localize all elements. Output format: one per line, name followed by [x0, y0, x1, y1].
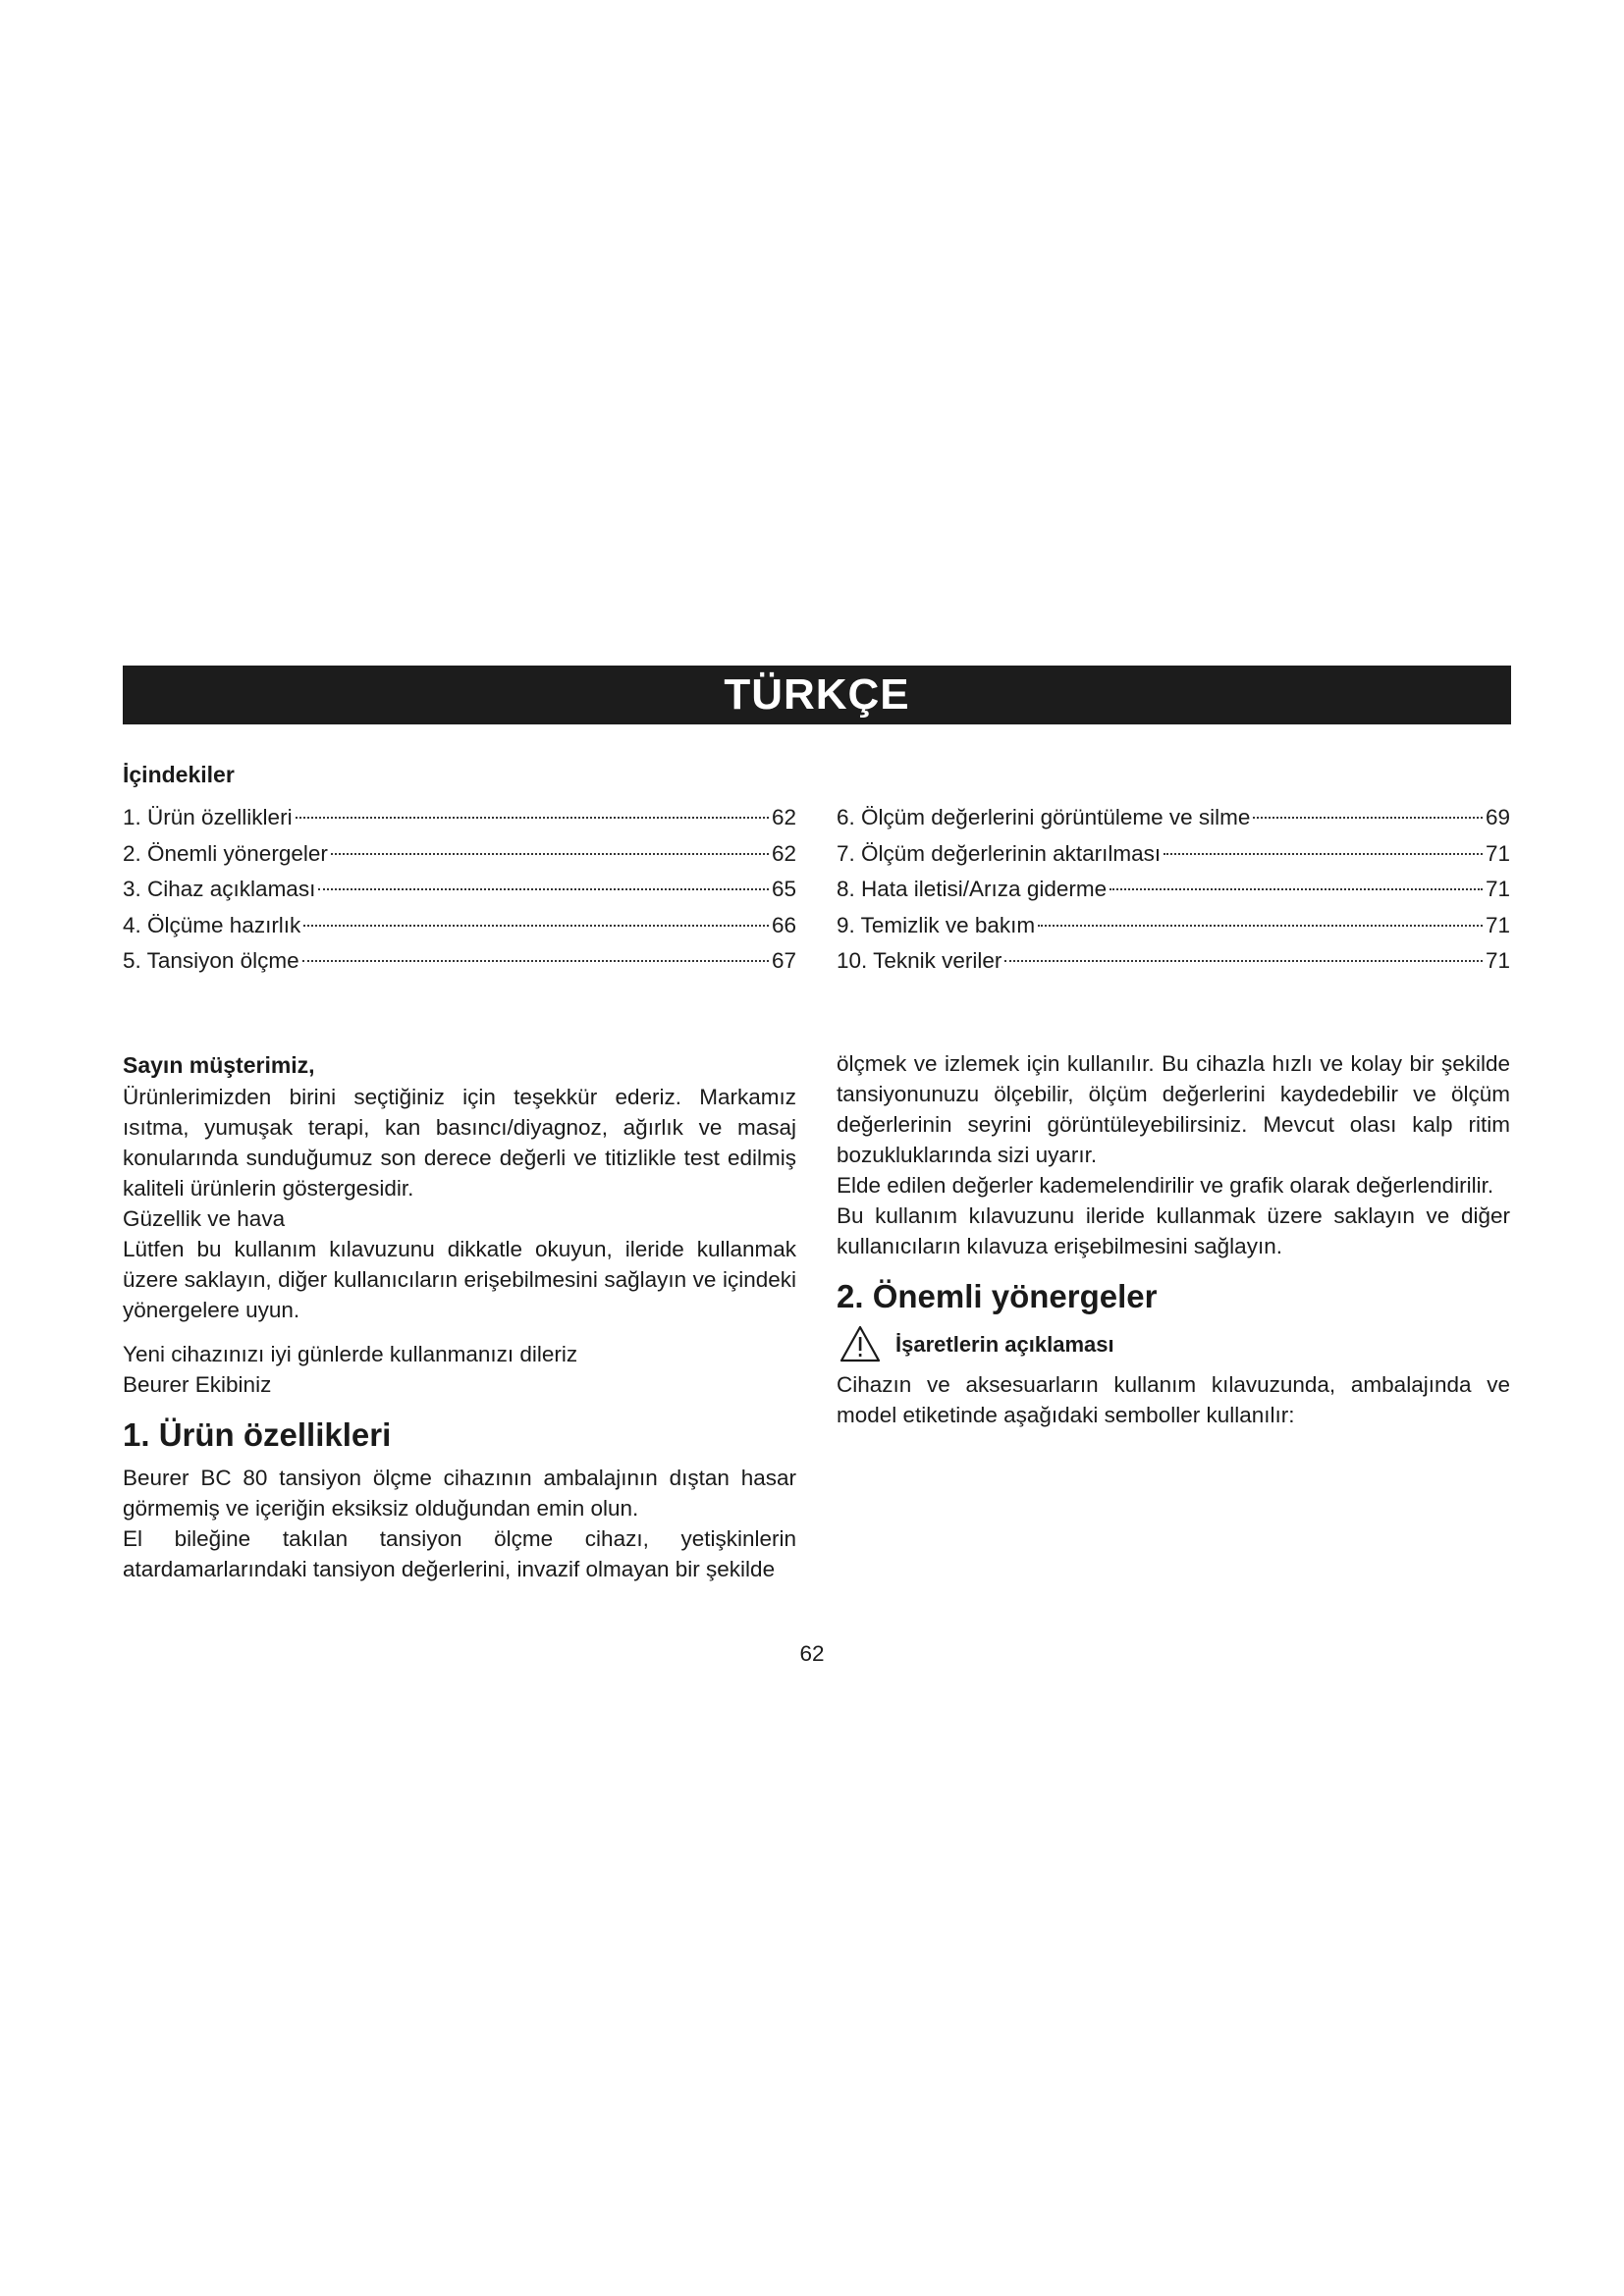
toc-entry[interactable]	[123, 836, 796, 873]
section-paragraph: El bileğine takılan tansiyon ölçme cihazı, yetişkinlerin atardamarlarındaki tansiyon değerlerini, invazif olmayan bir şekilde	[123, 1526, 796, 1581]
toc-entry-label: 7. Ölçüm değerlerinin aktarılması	[837, 840, 1162, 866]
section-paragraph: Beurer BC 80 tansiyon ölçme cihazının ambalajının dıştan hasar görmemiş ve içeriğin eksiksiz olduğundan emin olun.	[123, 1466, 796, 1521]
toc-left-column	[123, 800, 796, 980]
toc-leader-dots	[1004, 960, 1483, 962]
toc-entry-label: 8. Hata iletisi/Arıza giderme	[837, 877, 1108, 901]
toc-leader-dots	[318, 888, 769, 890]
toc-entry-label: 5. Tansiyon ölçme	[123, 948, 299, 973]
toc-entry[interactable]	[123, 800, 796, 836]
toc-leader-dots	[302, 960, 769, 962]
toc-entry-label: 10. Teknik veriler	[837, 948, 1002, 973]
toc-leader-dots	[1164, 853, 1483, 855]
intro-wish: Yeni cihazınızı iyi günlerde kullanmanızı dileriz	[123, 1342, 578, 1366]
language-banner: TÜRKÇE	[123, 666, 1511, 724]
intro-line: Güzellik ve hava	[123, 1206, 286, 1231]
toc-leader-dots	[1110, 888, 1483, 890]
toc-leader-dots	[1253, 817, 1483, 819]
toc-entry-label: 3. Cihaz açıklaması	[123, 877, 316, 901]
toc-entry[interactable]	[123, 872, 796, 908]
toc-heading: İçindekiler	[123, 762, 235, 787]
toc-entry[interactable]	[837, 872, 1510, 908]
subheading-row	[839, 1324, 1510, 1363]
section-heading-important-notes: 2. Önemli yönergeler	[837, 1278, 1158, 1314]
section-paragraph-continued: ölçmek ve izlemek için kullanılır. Bu cihazla hızlı ve kolay bir şekilde tansiyonunuzu ölçebilir, ölçüm değerlerini kaydedebilir ve ölçüm değerlerinin seyrini görüntüleyebilirsiniz. Mevcut olası kalp ritim bozukluklarında sizi uyarır.	[837, 1051, 1510, 1167]
toc-leader-dots	[303, 925, 769, 927]
toc-entry-page: 69	[1485, 805, 1510, 829]
toc-entry-label: 2. Önemli yönergeler	[123, 840, 328, 866]
toc-entry[interactable]	[837, 800, 1510, 836]
intro-paragraph: Lütfen bu kullanım kılavuzunu dikkatle okuyun, ileride kullanmak üzere saklayın, diğer kullanıcıların erişebilmesini sağlayın ve içindeki yönergelere uyun.	[123, 1237, 796, 1322]
toc-right-column	[837, 800, 1510, 980]
toc-entry-page: 71	[1485, 877, 1510, 901]
toc-entry-page: 66	[771, 912, 796, 937]
toc-leader-dots	[1038, 925, 1483, 927]
section-paragraph: Cihazın ve aksesuarların kullanım kılavuzunda, ambalajında ve model etiketinde aşağıdaki semboller kullanılır:	[837, 1372, 1510, 1427]
toc-entry[interactable]	[837, 908, 1510, 944]
warning-triangle-icon	[839, 1324, 882, 1363]
subheading-symbols: İşaretlerin açıklaması	[895, 1331, 1114, 1357]
section-paragraph: Elde edilen değerler kademelendirilir ve grafik olarak değerlendirilir.	[837, 1173, 1494, 1198]
toc-leader-dots	[296, 817, 769, 819]
toc-entry-page: 62	[771, 840, 796, 866]
toc-entry-page: 71	[1485, 948, 1510, 973]
intro-signature: Beurer Ekibiniz	[123, 1372, 272, 1397]
toc-entry[interactable]	[123, 943, 796, 980]
page-number: 62	[799, 1641, 825, 1666]
toc-leader-dots	[331, 853, 769, 855]
toc-entry[interactable]	[837, 836, 1510, 873]
section-heading-product-features: 1. Ürün özellikleri	[123, 1416, 392, 1453]
body-right-column-content	[837, 1048, 1510, 1430]
intro-paragraph: Ürünlerimizden birini seçtiğiniz için teşekkür ederiz. Markamız ısıtma, yumuşak terapi, kan basıncı/diyagnoz, ağırlık ve masaj konularında sunduğumuz son derece değerli ve titizlikle test edilmiş kaliteli ürünlerin göstergesidir.	[123, 1085, 796, 1201]
toc-entry-page: 71	[1485, 912, 1510, 937]
toc-entry-label: 1. Ürün özellikleri	[123, 805, 293, 829]
toc-entry-page: 71	[1485, 840, 1510, 866]
toc-entry-label: 9. Temizlik ve bakım	[837, 912, 1036, 937]
toc-entry-label: 4. Ölçüme hazırlık	[123, 912, 301, 937]
greeting: Sayın müşterimiz,	[123, 1052, 315, 1078]
toc-entry[interactable]	[837, 943, 1510, 980]
toc-entry[interactable]	[123, 908, 796, 944]
toc-entry-label: 6. Ölçüm değerlerini görüntüleme ve silme	[837, 805, 1251, 829]
toc-entry-page: 62	[771, 805, 796, 829]
body-left-column	[123, 1048, 796, 1584]
section-paragraph: Bu kullanım kılavuzunu ileride kullanmak üzere saklayın ve diğer kullanıcıların kılavuza erişebilmesini sağlayın.	[837, 1203, 1510, 1258]
toc-entry-page: 65	[771, 877, 796, 901]
toc-entry-page: 67	[771, 948, 796, 973]
